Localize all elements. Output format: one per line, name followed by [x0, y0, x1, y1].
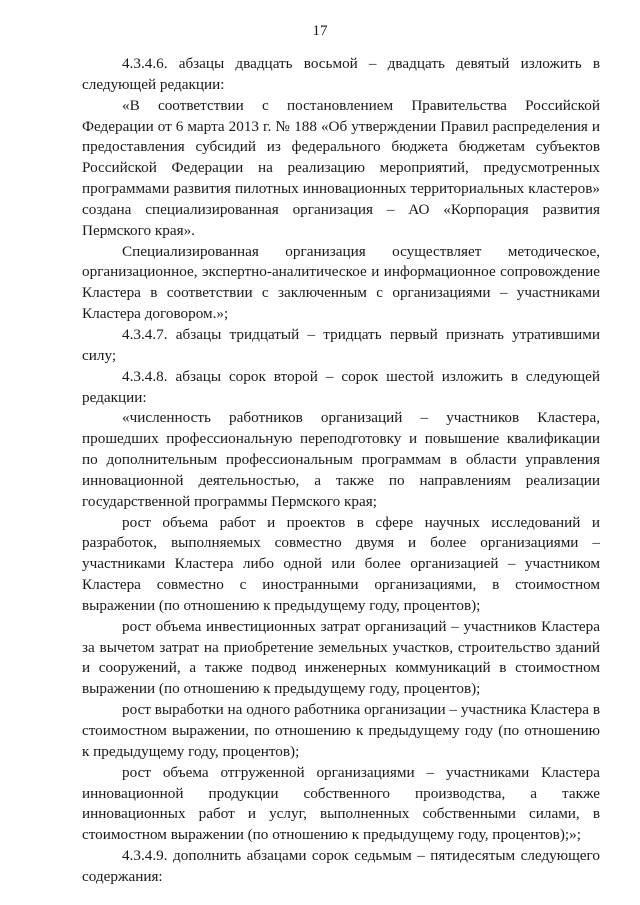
page-number: 17 — [312, 23, 328, 39]
paragraph-indicator-employees: «численность работников организаций – участников Кластера, прошедших профессиональную переподготовку и повышение квалификации по дополнительным профессиональным программам в области управления инновационной деятельностью, а также по направлениям реализации государственной программы Пермского края; — [82, 409, 600, 510]
paragraph-government-decree: «В соответствии с постановлением Правительства Российской Федерации от 6 марта 2013 г. № 188 «Об утверждении Правил распределения и предоставления субсидий из федерального бюджета бюджетам субъектов Российской Федерации на реализацию мероприятий, предусмотренных программами развития пилотных инновационных территориальных кластеров» создана специализированная организация – АО «Корпорация развития Пермского края». — [82, 96, 600, 239]
paragraph-4-3-4-7: 4.3.4.7. абзацы тридцатый – тридцать первый признать утратившими силу; — [82, 325, 600, 364]
paragraph-4-3-4-6: 4.3.4.6. абзацы двадцать восьмой – двадцать девятый изложить в следующей редакции: — [82, 55, 600, 93]
paragraph-4-3-4-8: 4.3.4.8. абзацы сорок второй – сорок шестой изложить в следующей редакции: — [82, 367, 600, 406]
paragraph-indicator-innovative-output: рост объема отгруженной организациями – участниками Кластера инновационной продукции собственного производства, а также инновационных работ и услуг, выполненных собственными силами, в стоимостном выражении (по отношению к предыдущему году, процентов);»; — [82, 763, 600, 844]
paragraph-4-3-4-9: 4.3.4.9. дополнить абзацами сорок седьмым – пятидесятым следующего содержания: — [82, 847, 600, 885]
paragraph-indicator-investment: рост объема инвестиционных затрат организаций – участников Кластера за вычетом затрат на приобретение земельных участков, строительство зданий и сооружений, а также подвод инженерных коммуникаций в стоимостном выражении (по отношению к предыдущему году, процентов); — [82, 617, 600, 698]
paragraph-specialized-organization: Специализированная организация осуществляет методическое, организационное, экспертно-аналитическое и информационное сопровождение Кластера в соответствии с заключенным с организациями – участниками Кластера договором.»; — [82, 242, 600, 323]
paragraph-indicator-research: рост объема работ и проектов в сфере научных исследований и разработок, выполняемых совместно двумя и более организациями – участниками Кластера либо одной или более организацией – участником Кластера совместно с иностранными организациями, в стоимостном выражении (по отношению к предыдущему году, процентов); — [82, 513, 600, 614]
paragraph-indicator-productivity: рост выработки на одного работника организации – участника Кластера в стоимостном выражении, по отношению к предыдущему году (по отношению к предыдущему году, процентов); — [82, 701, 600, 760]
document-body — [82, 54, 600, 888]
